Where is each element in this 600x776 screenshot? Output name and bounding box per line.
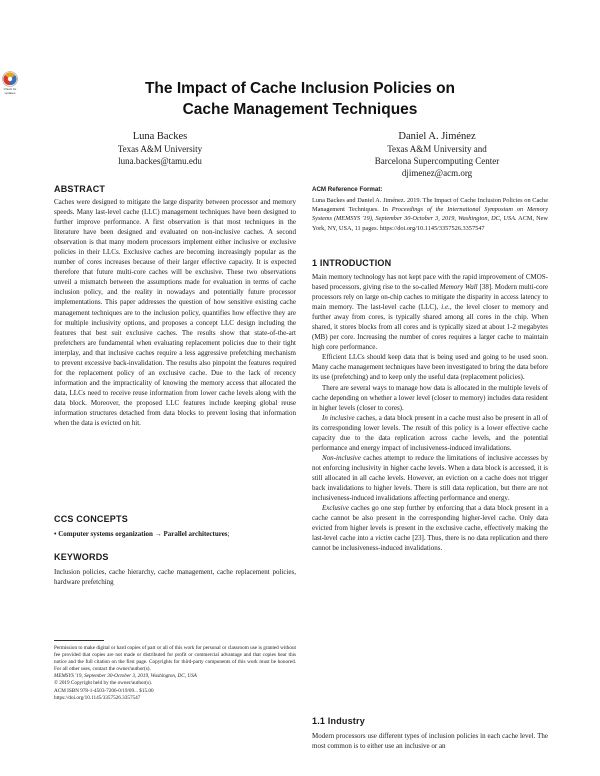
permission-text: Permission to make digital or hard copies of part or all of this work for personal or classroom use is granted without fee provided that copies are not made or distributed for profit or commercial advantage and that copies bear this notice and the full citation on the first page. Copyrights for third-party components of this work must be honored. For all other uses, contact the owner/author(s).: [54, 645, 296, 673]
intro-p6-a: caches go one step further by enforcing that a data block present in a cache cannot be also present in the corresponding higher-level cache. Only data evicted from higher levels is present in the exclusive cache, effectively making the last-level cache into a: [312, 504, 548, 543]
intro-p5-text: caches attempt to reduce the limitations of inclusive accesses by not enforcing inclusivity in higher cache levels. When a data block is accessed, it is still allocated in all cache levels. However, an eviction on a cache does not trigger back invalidations to higher levels. There is still data replication, but there are not inclusiveness-induced invalidations affecting performance and energy.: [312, 453, 548, 503]
intro-paragraph-1: [312, 272, 548, 352]
paper-title: [60, 78, 540, 120]
intro-paragraph-2: Efficient LLCs should keep data that is being used and going to be used soon. Many cache management techniques have been investigated to bring the data before its use (prefetching) and to keep only the useful data (replacement policies).: [312, 353, 548, 382]
isbn-text: ACM ISBN 978-1-4503-7206-0/19/09... $15.00: [54, 687, 154, 694]
author-affiliation-2: Barcelona Supercomputing Center: [374, 156, 500, 166]
check-for-updates-logo[interactable]: [0, 70, 20, 96]
intro-p4-em: In inclusive: [322, 413, 355, 422]
venue-text: MEMSYS '19, September 30-October 3, 2019, Washington, DC, USA: [54, 673, 197, 680]
intro-p4-text: caches, a data block present in a cache must also be present in all of its corresponding lower levels. The result of this policy is a lower effective cache capacity due to the data replication across cache levels, and the potential performance and energy impact of inclusiveness-induced invalidations.: [312, 413, 548, 452]
ccs-item[interactable]: • Computer systems organization → Parallel architectures: [54, 530, 228, 538]
keywords-heading: KEYWORDS: [54, 552, 109, 562]
author-email[interactable]: djimenez@acm.org: [401, 168, 473, 178]
intro-p1-em: Memory Wall: [439, 283, 478, 292]
reference-format-text: [312, 196, 548, 233]
author-name: Luna Backes: [132, 131, 188, 142]
industry-heading: 1.1 Industry: [312, 716, 365, 726]
intro-paragraph-6: [312, 503, 548, 553]
ccs-item-suffix: ;: [227, 530, 230, 538]
author-email[interactable]: luna.backes@tamu.edu: [118, 156, 202, 166]
reference-format-heading: ACM Reference Format:: [312, 186, 383, 193]
abstract-text: Caches were designed to mitigate the large disparity between processor and memory speeds. Many last-level cache (LLC) management techniques have been designed to further improve performance. A first observation is that most techniques in the literature have been designed and evaluated on non-inclusive caches. A second observation is that many modern processors implement either inclusive or exclusive policies in their LLCs. Exclusive caches are becoming increasingly popular as the number of cores increases because of their larger effective capacity. It is expected therefore that future multi-core caches will be exclusive. These two observations unveil a mismatch between the assumptions made for evaluation in terms of cache inclusion policy, and the reality in nowadays and potentially future processor implementations. This paper addresses the question of how sensitive existing cache management techniques are to the inclusion policy, quantifies how effective they are for multiple inclusivity options, and proposes a concept LLC design including the features that best suit exclusive caches. The results show that state-of-the-art prefetchers are fundamental when evaluating replacement policies due to their tight interplay, and that inclusive caches require a less aggressive prefetching mechanism to prevent excessive back-invalidation. The results also pinpoint the features required for the replacement policy of an exclusive cache. Due to the lack of recency information and the impracticality of knowing the memory access that allocated the data, LLCs need to receive reuse information from lower cache levels along with the data block. Moreover, the proposed LLC features include keeping global reuse information structures detached from data blocks to prevent losing that information when the data is evicted on hit.: [54, 198, 296, 428]
ccs-concepts: [54, 529, 296, 539]
intro-paragraph-3: There are several ways to manage how data is allocated in the multiple levels of cache depending on whether a lower level (closer to memory) includes data resident in higher levels (closer to cores).: [312, 383, 548, 412]
author-block-1: [80, 130, 240, 167]
keywords-text: Inclusion policies, cache hierarchy, cache management, cache replacement policies, hardware prefetching: [54, 568, 296, 587]
reference-proceedings: Proceedings of the International Symposium on Memory Systems (MEMSYS '19), September 30-October 3, 2019, Washington, DC, USA.: [312, 206, 548, 223]
intro-p1-ie: i.e.: [441, 303, 450, 312]
permission-block: [54, 645, 296, 702]
introduction-body: [312, 272, 548, 553]
copyright-text: © 2019 Copyright held by the owner/author(s).: [54, 680, 153, 687]
intro-p1-a: Main memory technology has not kept pace with the rapid improvement of CMOS-based processors, giving rise to the so-called: [312, 273, 548, 292]
reference-authors: Luna Backes and Daniel A. Jiménez. 2019. The Impact of Cache Inclusion Policies on Cache Management Techniques. In: [312, 197, 548, 214]
intro-paragraph-4: [312, 413, 548, 453]
intro-p6-em: Exclusive: [322, 504, 349, 513]
title-line-1: The Impact of Cache Inclusion Policies on: [144, 80, 456, 97]
intro-p6-em2: victim: [375, 534, 393, 543]
introduction-heading: 1 INTRODUCTION: [312, 258, 392, 268]
doi-link[interactable]: https://doi.org/10.1145/3357526.3357547: [54, 694, 141, 701]
intro-p5-em: Non-inclusive: [322, 453, 361, 462]
footnote-rule: [54, 640, 104, 641]
intro-p1-b: [38]. Modern multi-core processors rely on large on-chip caches to mitigate the disparity in access latency to main memory. The last-level cache (LLC),: [312, 283, 549, 312]
intro-paragraph-5: [312, 453, 548, 503]
check-updates-label: Check for updates: [3, 87, 17, 95]
intro-p6-b: cache [23]. Thus, there is no data replication and there cannot be inclusiveness-induced invalidations.: [312, 534, 548, 553]
title-line-2: Cache Management Techniques: [182, 101, 418, 118]
author-block-2: [352, 130, 522, 179]
reference-tail[interactable]: ACM, New York, NY, USA, 11 pages. https://doi.org/10.1145/3357526.3357547: [312, 215, 548, 232]
industry-text: Modern processors use different types of inclusion policies in each cache level. The most common is to either use an inclusive or an: [312, 732, 548, 751]
ccs-heading: CCS CONCEPTS: [54, 514, 128, 524]
abstract-heading: ABSTRACT: [54, 184, 106, 194]
author-affiliation: Texas A&M University and: [387, 144, 487, 154]
author-affiliation: Texas A&M University: [117, 144, 203, 154]
abstract-body: [54, 197, 296, 428]
author-name: Daniel A. Jiménez: [398, 131, 476, 142]
intro-p1-c: , the level closer to memory and further away from cores, is typically shared among all cores in the chip. When shared, it stores blocks from all cores and is typically sized at about 1-2 megabytes (MB) per core. Increasing the number of cores requires a larger cache to maintain high core performance.: [312, 303, 548, 352]
